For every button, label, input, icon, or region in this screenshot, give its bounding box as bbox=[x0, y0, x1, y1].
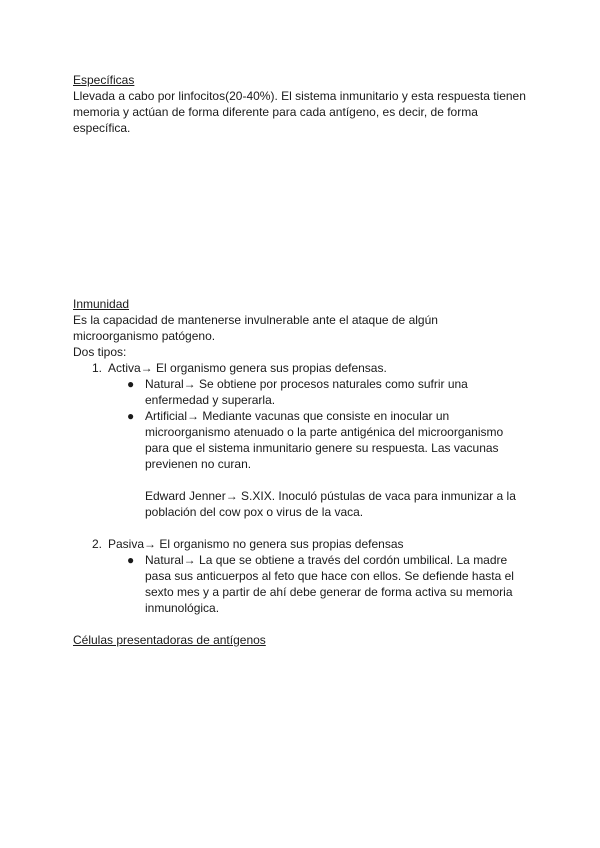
note-edward-jenner: Edward Jenner→ S.XIX. Inoculó pústulas de vaca para inmunizar a la población del cow pox o virus de la vaca. bbox=[145, 489, 516, 519]
section-heading: Inmunidad bbox=[73, 297, 130, 311]
bullet-text: Natural→ Se obtiene por procesos naturales como sufrir una enfermedad y superarla. bbox=[145, 377, 468, 407]
section-body: Llevada a cabo por linfocitos(20-40%). El sistema inmunitario y esta respuesta tienen memoria y actúan de forma diferente para cada antígeno, es decir, de forma específica. bbox=[73, 89, 526, 135]
bullet-dot-icon: ● bbox=[127, 409, 135, 423]
bullet-text: Natural→ La que se obtiene a través del cordón umbilical. La madre pasa sus anticuerpos al feto que hace con ellos. Se defiende hasta el sexto mes y a partir de ahí debe generar de forma activa su memoria inmunológica. bbox=[145, 553, 514, 615]
section-inmunidad bbox=[73, 296, 533, 360]
list-text: Pasiva→ El organismo no genera sus propias defensas bbox=[108, 537, 404, 551]
bullet-dot-icon: ● bbox=[127, 553, 135, 567]
section-especificas bbox=[73, 72, 533, 136]
section-celulas bbox=[73, 632, 533, 648]
list-number: 2. bbox=[92, 537, 103, 551]
bullet-text: Artificial→ Mediante vacunas que consiste en inocular un microorganismo atenuado o la parte antigénica del microorganismo para que el sistema inmunitario genere su respuesta. Las vacunas previenen no curan. bbox=[145, 409, 504, 471]
bullet-dot-icon: ● bbox=[127, 377, 135, 391]
tipos-label: Dos tipos: bbox=[73, 345, 127, 359]
section-heading: Células presentadoras de antígenos bbox=[73, 633, 266, 647]
list-number: 1. bbox=[92, 361, 103, 375]
section-heading: Específicas bbox=[73, 73, 135, 87]
section-definition: Es la capacidad de mantenerse invulnerable ante el ataque de algún microorganismo patógeno. bbox=[73, 313, 438, 343]
list-text: Activa→ El organismo genera sus propias defensas. bbox=[108, 361, 387, 375]
